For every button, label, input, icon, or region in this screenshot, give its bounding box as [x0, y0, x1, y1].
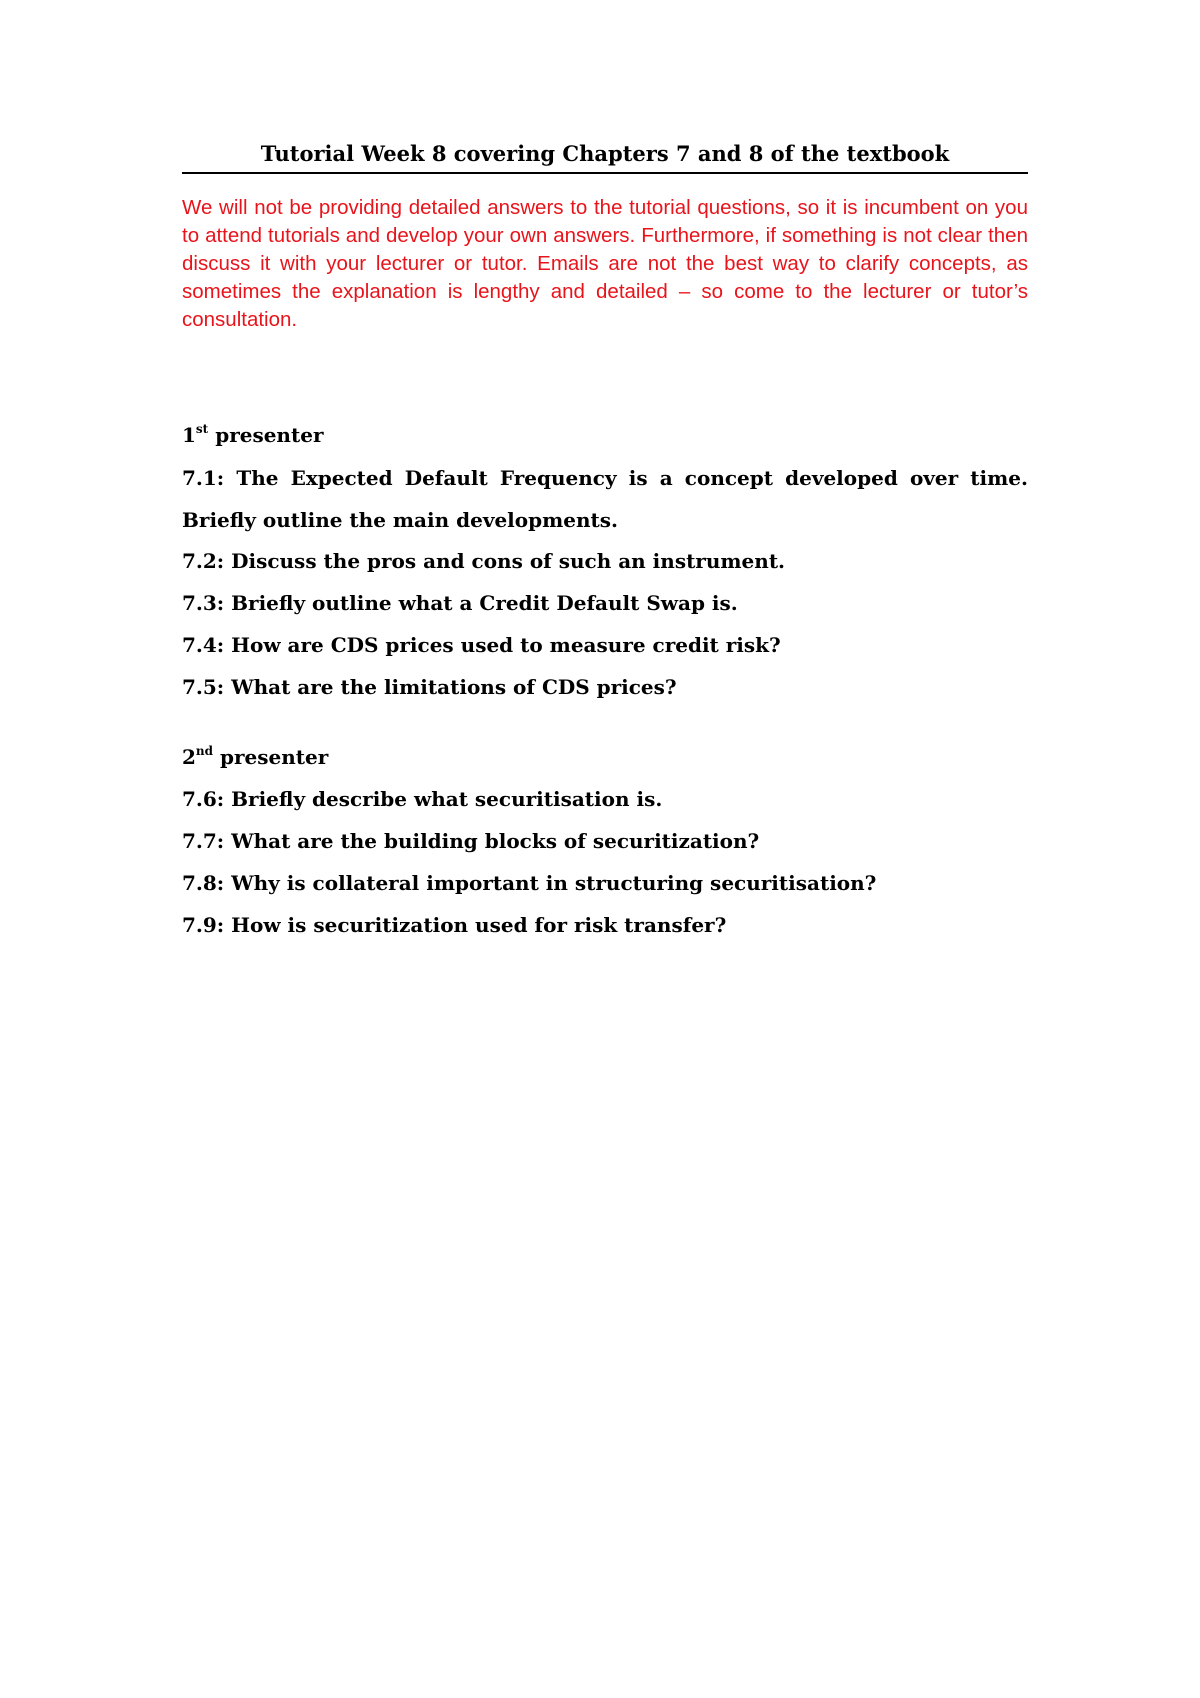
second-presenter-section: [182, 743, 1028, 939]
question-7-2: 7.2: Discuss the pros and cons of such an instrument.: [182, 549, 786, 573]
document-page: [182, 140, 1028, 953]
presenter-heading: 1st presenter: [182, 422, 324, 447]
question-7-8: 7.8: Why is collateral important in structuring securitisation?: [182, 871, 877, 895]
question-7-3: 7.3: Briefly outline what a Credit Default Swap is.: [182, 591, 738, 615]
first-presenter-section: [182, 421, 1028, 701]
document-title: Tutorial Week 8 covering Chapters 7 and 8 of the textbook: [182, 140, 1028, 174]
question-7-4: 7.4: How are CDS prices used to measure credit risk?: [182, 633, 781, 657]
tutorial-notice: We will not be providing detailed answers to the tutorial questions, so it is incumbent on you to attend tutorials and develop your own answers. Furthermore, if something is not clear then discuss it with your lecturer or tutor. Emails are not the best way to clarify concepts, as sometimes the explanation is lengthy and detailed – so come to the lecturer or tutor’s consultation.: [182, 196, 1028, 331]
question-7-5: 7.5: What are the limitations of CDS prices?: [182, 675, 677, 699]
question-7-7: 7.7: What are the building blocks of securitization?: [182, 829, 760, 853]
question-7-6: 7.6: Briefly describe what securitisation is.: [182, 787, 663, 811]
question-7-1: 7.1: The Expected Default Frequency is a concept developed over time. Briefly outline the main developments.: [182, 466, 1028, 532]
question-7-9: 7.9: How is securitization used for risk transfer?: [182, 913, 727, 937]
presenter-heading: 2nd presenter: [182, 744, 329, 769]
